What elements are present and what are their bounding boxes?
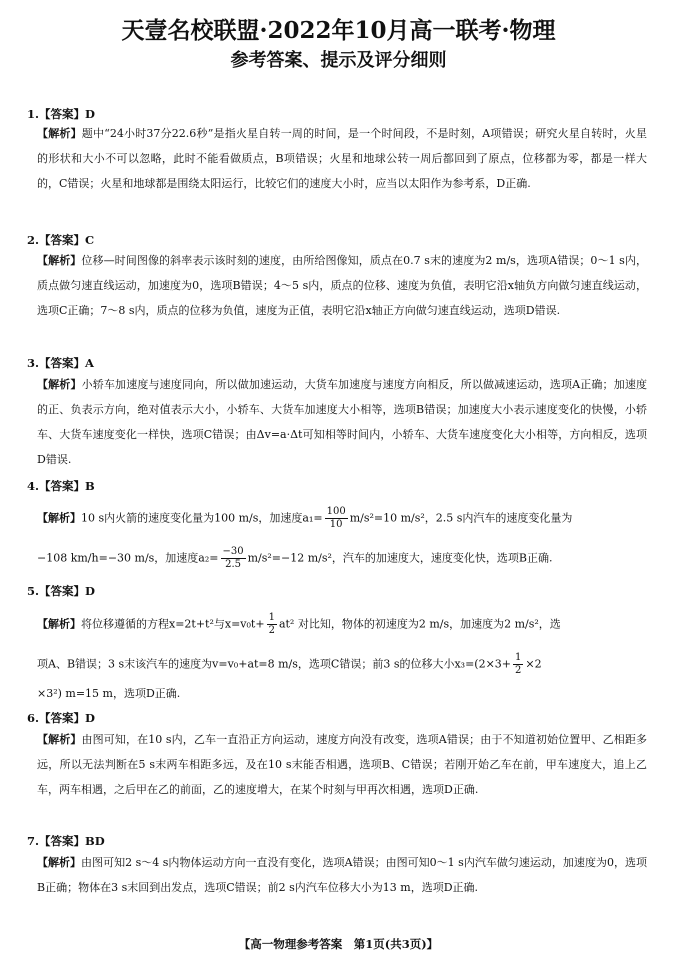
explanation-5-line-3: ×3²) m=15 m，选项D正确. — [37, 687, 181, 700]
fraction: $\frac{1}{2}$ — [268, 612, 275, 636]
answer-heading-7: 7.【答案】BD — [27, 834, 105, 848]
explanation-tag: 【解析】 — [37, 378, 82, 391]
explanation-text: 由图可知2 s～4 s内物体运动方向一直没有变化，选项A错误；由图可知0～1 s内汽车做匀速运动，加速度为0，选项B正确；物体在3 s末回到出发点，选项C错误；前2 s内汽车位移大小为13 m，选项D正确. — [37, 856, 648, 894]
explanation-4-line-1: 【解析】10 s内火箭的速度变化量为100 m/s，加速度a₁= $\frac{100}{10}$ m/s²=10 m/s²，2.5 s内汽车的速度变化量为 — [37, 506, 573, 530]
explanation-tag: 【解析】 — [37, 127, 82, 140]
fraction: $\frac{-30}{2.5}$ — [222, 546, 244, 570]
page-subtitle: 参考答案、提示及评分细则 — [230, 50, 447, 71]
answer-heading-1: 1.【答案】D — [27, 107, 95, 121]
explanation-4-line-2: −108 km/h=−30 m/s，加速度a₂= $\frac{-30}{2.5}$ m/s²=−12 m/s²，汽车的加速度大，速度变化快，选项B正确. — [37, 546, 553, 570]
page-footer: 【高一物理参考答案 第1页(共3页)】 — [238, 937, 439, 951]
fraction: $\frac{100}{10}$ — [326, 506, 346, 530]
explanation-tag: 【解析】 — [37, 856, 82, 869]
answer-heading-5: 5.【答案】D — [27, 584, 95, 598]
explanation-text: 由图可知，在10 s内，乙车一直沿正方向运动，速度方向没有改变，选项A错误；由于不知道初始位置甲、乙相距多远，所以无法判断在5 s末两车相距多远，及在10 s末能否相遇，选项B、C错误；若刚开始乙车在前，甲车速度大，追上乙车，两车相遇，之后甲在乙的前面，乙的速度增大，在某个时刻与甲再次相遇，选项D正确. — [37, 733, 647, 796]
explanation-3 — [37, 372, 647, 472]
fraction: $\frac{1}{2}$ — [515, 652, 522, 676]
explanation-text: 小轿车加速度与速度同向，所以做加速运动，大货车加速度与速度方向相反，所以做减速运动，选项A正确；加速度的正、负表示方向，绝对值表示大小，小轿车、大货车加速度大小相等，选项B错误；加速度大小表示速度变化的快慢，小轿车、大货车速度变化一样快，选项C错误；由Δv=a·Δt可知相等时间内，小轿车、大货车速度变化大小相等，方向相反，选项D错误. — [37, 378, 648, 466]
answer-heading-2: 2.【答案】C — [27, 233, 95, 247]
explanation-7 — [37, 850, 647, 900]
page-title: 天壹名校联盟·2022年10月高一联考·物理 — [121, 17, 556, 44]
explanation-1 — [37, 121, 647, 196]
explanation-5-line-1: 【解析】将位移遵循的方程x=2t+t²与x=v₀t+ $\frac{1}{2}$ at² 对比知，物体的初速度为2 m/s，加速度为2 m/s²，选 — [37, 612, 561, 636]
explanation-text: 题中“24小时37分22.6秒”是指火星自转一周的时间，是一个时间段，不是时刻，A项错误；研究火星自转时，火星的形状和大小不可以忽略，此时不能看做质点，B项错误；火星和地球公转一周后都回到了原点，位移都为零，都是一样大的，C错误；火星和地球都是围绕太阳运行，比较它们的速度大小时，应当以太阳作为参考系，D正确. — [37, 127, 647, 190]
answer-heading-3: 3.【答案】A — [27, 356, 94, 370]
explanation-text: 位移—时间图像的斜率表示该时刻的速度，由所给图像知，质点在0.7 s末的速度为2 m/s，选项A错误；0～1 s内，质点做匀速直线运动，加速度为0，选项B错误；4～5 s内，质点的位移、速度为负值，表明它沿x轴负方向做匀速直线运动，选项C正确；7～8 s内，质点的位移为负值，速度为正值，表明它沿x轴正方向做匀速直线运动，选项D错误. — [37, 254, 648, 317]
explanation-tag: 【解析】 — [37, 254, 82, 267]
explanation-6 — [37, 727, 647, 802]
answer-heading-4: 4.【答案】B — [27, 479, 95, 493]
answer-heading-6: 6.【答案】D — [27, 711, 95, 725]
explanation-tag: 【解析】 — [37, 733, 82, 746]
explanation-2 — [37, 248, 647, 323]
explanation-5-line-2: 项A、B错误；3 s末该汽车的速度为v=v₀+at=8 m/s，选项C错误；前3 s的位移大小x₃=(2×3+ $\frac{1}{2}$ ×2 — [37, 652, 542, 676]
